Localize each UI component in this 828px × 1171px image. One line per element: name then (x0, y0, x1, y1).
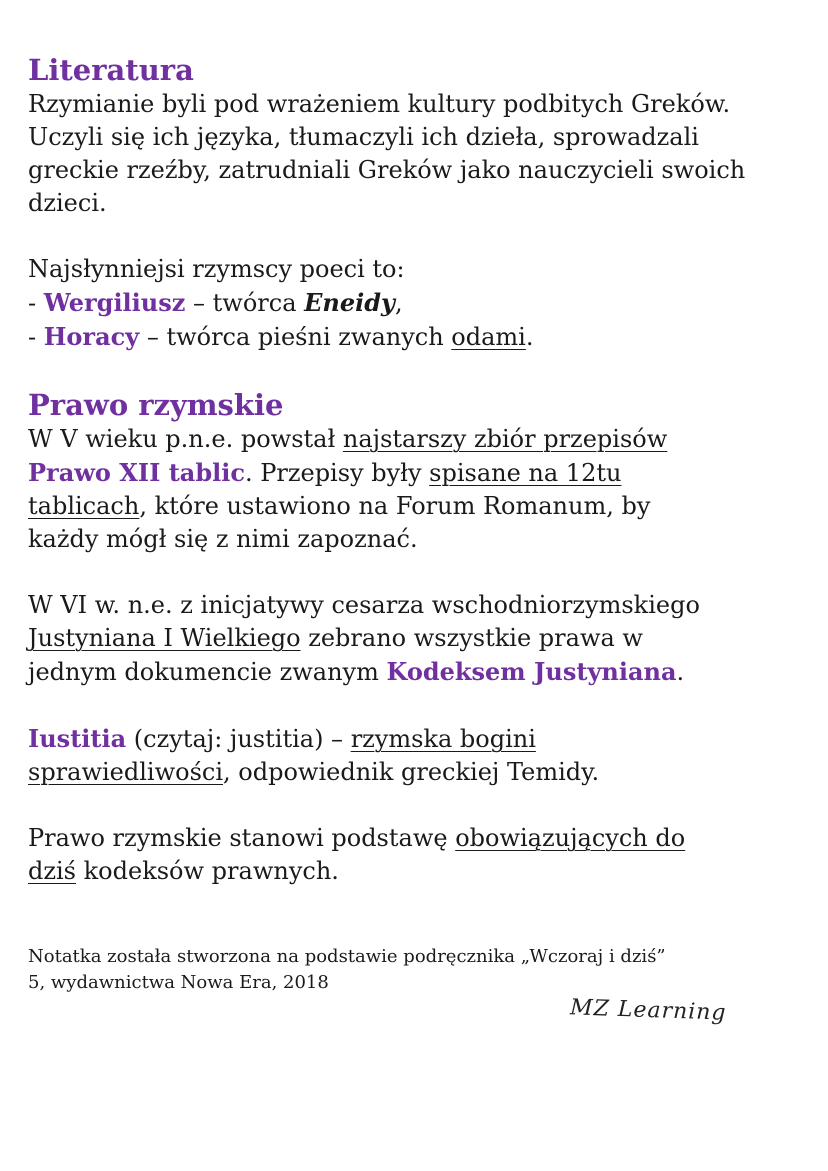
p1-underline-2b: tablicach (28, 492, 140, 520)
poet2-mid: – twórca pieśni zwanych (139, 323, 452, 351)
spacer (28, 354, 808, 387)
spacer (28, 689, 808, 722)
poet1-mid: – twórca (185, 289, 305, 317)
heading-prawo: Prawo rzymskie (28, 388, 284, 422)
poet1-suffix: , (395, 289, 403, 317)
p1-text-b: . Przepisy były (244, 459, 430, 487)
p3-underline-1: rzymska bogini (350, 725, 536, 753)
footer-source-note (28, 944, 808, 996)
p4-text-a: Prawo rzymskie stanowi podstawę (28, 824, 456, 852)
p1-underline-1: najstarszy zbiór przepisów (342, 425, 668, 453)
literatura-paragraph: Rzymianie byli pod wrażeniem kultury podbitych Greków. Uczyli się ich języka, tłumaczyli ich dzieła, sprowadzali greckie rzeźby, zatrudniali Greków jako nauczycieli swoich dzieci. (28, 90, 746, 217)
poets-intro: Najsłynniejsi rzymscy poeci to: (28, 255, 405, 283)
p1-text-c: , które ustawiono na Forum Romanum, by (139, 492, 651, 520)
footer-line-2: 5, wydawnictwa Nowa Era, 2018 (28, 972, 329, 993)
p4-underline-1: obowiązujących do (455, 824, 686, 852)
prawo-paragraph-3 (28, 722, 808, 789)
poet1-prefix: - (28, 289, 44, 317)
p3-underline-2: sprawiedliwości (28, 758, 224, 786)
p3-text-b: , odpowiednik greckiej Temidy. (223, 758, 600, 786)
prawo-paragraph-1 (28, 423, 808, 556)
footer-line-1: Notatka została stworzona na podstawie podręcznika „Wczoraj i dziś” (28, 946, 666, 967)
poet1-work: Eneidy (304, 288, 395, 317)
poet2-name: Horacy (43, 322, 140, 351)
p2-text-b: zebrano wszystkie prawa w (300, 624, 643, 652)
signature-mz-learning: MZ Learning (569, 995, 727, 1026)
p3-highlight: Iustitia (28, 724, 127, 753)
p2-highlight: Kodeksem Justyniana (386, 657, 677, 686)
p3-text-a: (czytaj: justitia) – (126, 725, 351, 753)
spacer (28, 220, 808, 253)
p2-underline: Justyniana I Wielkiego (28, 624, 301, 652)
p4-text-b: kodeksów prawnych. (76, 857, 339, 885)
spacer (28, 556, 808, 589)
poet1-name: Wergiliusz (43, 288, 186, 317)
p4-underline-2: dziś (28, 857, 76, 885)
p1-text-d: każdy mógł się z nimi zapoznać. (28, 525, 418, 553)
p1-highlight: Prawo XII tablic (28, 458, 245, 487)
p2-text-d: . (676, 658, 685, 686)
poet2-work: odami (451, 323, 526, 351)
prawo-paragraph-2 (28, 589, 808, 689)
poet2-prefix: - (28, 323, 44, 351)
p2-text-c: jednym dokumencie zwanym (28, 658, 387, 686)
p1-underline-2a: spisane na 12tu (429, 459, 622, 487)
note-body (28, 52, 808, 888)
heading-literatura: Literatura (28, 53, 194, 87)
poet-horacy (28, 320, 808, 354)
poet-wergiliusz (28, 286, 808, 320)
spacer (28, 789, 808, 822)
p1-text-a: W V wieku p.n.e. powstał (28, 425, 343, 453)
poet2-suffix: . (525, 323, 534, 351)
p2-text-a: W VI w. n.e. z inicjatywy cesarza wschodniorzymskiego (28, 591, 700, 619)
prawo-paragraph-4 (28, 822, 808, 888)
